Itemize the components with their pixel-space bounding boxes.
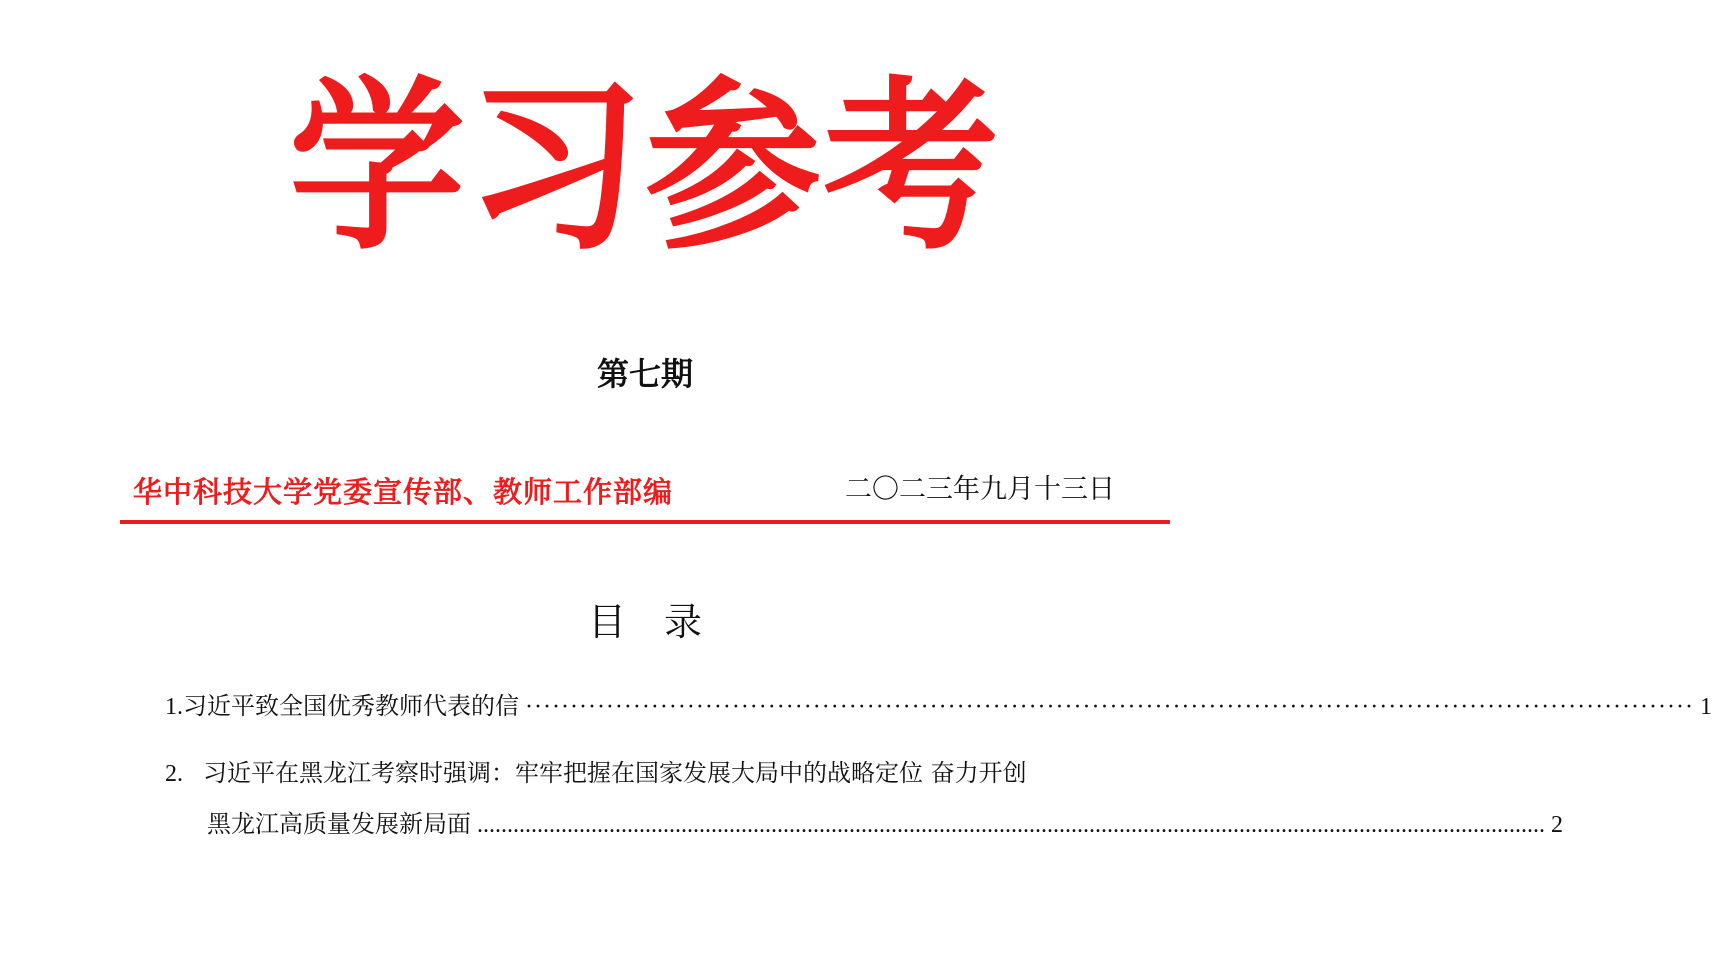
toc-leader-dots: ·································································································································· [525, 694, 1694, 720]
toc-item[interactable] [165, 755, 1135, 792]
editor-byline: 华中科技大学党委宣传部、教师工作部编 [133, 475, 674, 509]
red-divider-rule [120, 520, 1170, 524]
masthead-title: 学习参考 [288, 57, 1001, 276]
toc-leader-dots: .................................................................................................................................................................................. [477, 812, 1545, 838]
toc-item-number: 1. [165, 694, 183, 720]
toc-item-continuation[interactable] [207, 806, 1563, 843]
toc-item-title: 习近平致全国优秀教师代表的信 [183, 692, 519, 720]
toc-item-page: 1 [1699, 694, 1712, 720]
issue-number: 第七期 [596, 355, 693, 393]
toc-item-page: 2 [1551, 812, 1563, 838]
publication-date: 二〇二三年九月十三日 [845, 474, 1115, 505]
toc-item-title: 习近平在黑龙江考察时强调：牢牢把握在国家发展大局中的战略定位 奋力开创 [203, 759, 1027, 787]
toc-item[interactable] [165, 688, 1712, 725]
toc-item-number: 2. [165, 761, 183, 787]
toc-heading: 目录 [587, 600, 740, 644]
toc-item-title-continued: 黑龙江高质量发展新局面 [207, 810, 471, 838]
